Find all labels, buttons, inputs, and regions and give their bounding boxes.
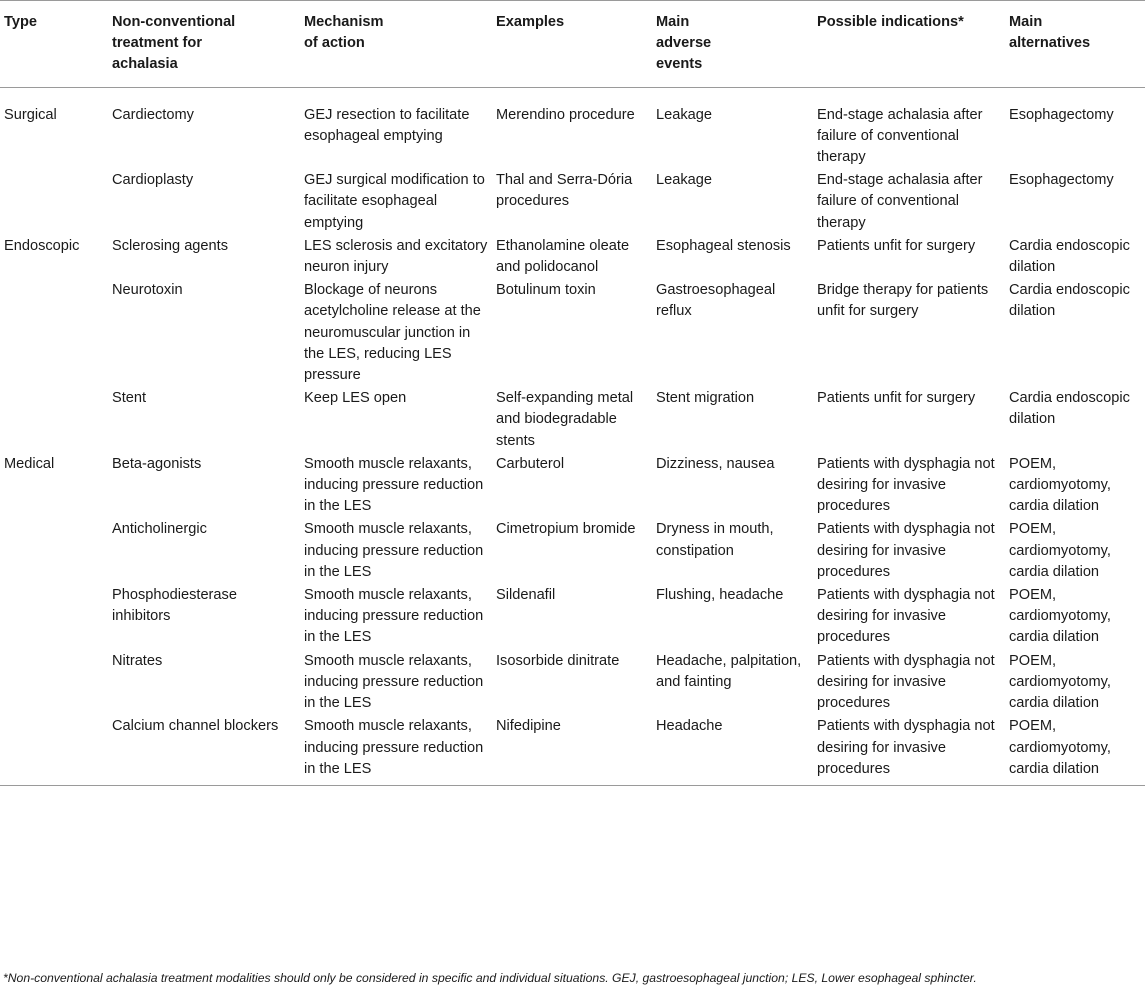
cell-treatment: Anticholinergic [112,521,207,538]
table-row [0,236,1145,280]
cell-mechanism: GEJ resection to facilitate esophageal emptying [304,106,470,144]
cell-adverse-events: Dizziness, nausea [656,455,775,472]
cell-indications: Patients with dysphagia not desiring for invasive procedures [817,652,995,712]
table-row [0,716,1145,785]
cell-adverse-events: Leakage [656,106,712,123]
cell-indications: Patients with dysphagia not desiring for invasive procedures [813,716,1005,785]
cell-treatment: Sclerosing agents [112,237,229,254]
cell-indications: Patients with dysphagia not desiring for invasive procedures [817,455,995,515]
cell-indications: End-stage achalasia after failure of conventional therapy [817,106,983,166]
cell-mechanism: Smooth muscle relaxants, inducing pressure reduction in the LES [304,652,484,712]
table-row [0,388,1145,454]
cell-mechanism: Keep LES open [304,390,407,407]
cell-type: Surgical [4,106,57,123]
cell-adverse-events: Flushing, headache [656,587,784,604]
cell-type [0,585,108,651]
cell-alternatives: Cardia endoscopic dilation [1009,282,1130,320]
cell-type: Medical [4,455,55,472]
cell-adverse-events: Headache, palpitation, and fainting [656,652,802,690]
header-indications: Possible indications* [813,1,1005,88]
cell-treatment: Phosphodiesterase inhibitors [112,587,237,625]
table-footnote: *Non-conventional achalasia treatment modalities should only be considered in specific and individual situations. GEJ, gastroesophageal junction; LES, Lower esophageal sphincter. [3,971,977,985]
table-row [0,280,1145,388]
cell-mechanism: GEJ surgical modification to facilitate esophageal emptying [304,172,485,231]
cell-mechanism: Smooth muscle relaxants, inducing pressure reduction in the LES [304,521,484,580]
cell-alternatives: POEM, cardiomyotomy, cardia dilation [1009,652,1111,712]
cell-type [0,651,108,717]
table-row [0,651,1145,717]
cell-alternatives: Cardia endoscopic dilation [1009,390,1130,428]
cell-examples: Sildenafil [496,587,556,604]
cell-examples: Thal and Serra-Dória procedures [496,172,633,210]
header-alternatives: Main alternatives [1005,1,1145,88]
table-row [0,170,1145,236]
cell-type [0,716,108,785]
cell-alternatives: Esophagectomy [1009,172,1114,189]
cell-examples: Merendino procedure [496,106,635,123]
cell-mechanism: LES sclerosis and excitatory neuron injury [304,237,488,276]
cell-adverse-events: Headache [652,716,813,785]
cell-alternatives: POEM, cardiomyotomy, cardia dilation [1009,521,1111,580]
cell-examples: Botulinum toxin [496,282,596,299]
cell-adverse-events: Esophageal stenosis [656,237,791,254]
cell-type [0,388,108,454]
cell-treatment: Cardiectomy [112,106,194,123]
table-row [0,585,1145,651]
cell-adverse-events: Gastroesophageal reflux [656,282,776,320]
cell-treatment: Cardioplasty [112,172,194,189]
cell-alternatives: Cardia endoscopic dilation [1009,237,1130,276]
cell-treatment: Nitrates [112,652,163,669]
cell-mechanism: Smooth muscle relaxants, inducing pressure reduction in the LES [304,587,484,646]
cell-indications: Patients unfit for surgery [817,237,976,254]
table-row [0,454,1145,520]
cell-examples: Self-expanding metal and biodegradable stents [496,390,634,449]
cell-adverse-events: Leakage [656,172,712,189]
cell-treatment: Neurotoxin [112,282,183,299]
cell-adverse-events: Stent migration [656,390,755,407]
cell-indications: Bridge therapy for patients unfit for surgery [817,282,989,320]
cell-examples: Cimetropium bromide [496,521,636,538]
cell-mechanism: Smooth muscle relaxants, inducing pressure reduction in the LES [300,716,492,785]
header-adverse-events: Main adverse events [652,1,813,88]
cell-type [0,519,108,585]
cell-indications: Patients with dysphagia not desiring for invasive procedures [817,587,995,646]
header-treatment: Non-conventional treatment for achalasia [108,1,300,88]
header-mechanism: Mechanism of action [300,1,492,88]
cell-indications: End-stage achalasia after failure of conventional therapy [817,172,983,231]
cell-indications: Patients with dysphagia not desiring for invasive procedures [817,521,995,580]
cell-alternatives: POEM, cardiomyotomy, cardia dilation [1005,716,1145,785]
cell-examples: Carbuterol [496,455,565,472]
cell-indications: Patients unfit for surgery [817,390,976,407]
cell-treatment: Calcium channel blockers [108,716,300,785]
cell-type: Endoscopic [4,237,80,254]
cell-adverse-events: Dryness in mouth, constipation [656,521,774,559]
cell-mechanism: Smooth muscle relaxants, inducing pressure reduction in the LES [304,455,484,515]
cell-type [0,170,108,236]
header-type: Type [0,1,108,88]
cell-mechanism: Blockage of neurons acetylcholine release at the neuromuscular junction in the LES, reducing LES pressure [304,282,481,384]
cell-examples: Isosorbide dinitrate [496,652,620,669]
cell-treatment: Stent [112,390,147,407]
cell-treatment: Beta-agonists [112,455,202,472]
table-row [0,519,1145,585]
cell-alternatives: POEM, cardiomyotomy, cardia dilation [1009,455,1111,515]
cell-examples: Ethanolamine oleate and polidocanol [496,237,630,276]
cell-examples: Nifedipine [492,716,652,785]
cell-alternatives: Esophagectomy [1009,106,1114,123]
header-examples: Examples [492,1,652,88]
table-row [0,87,1145,170]
cell-type [0,280,108,388]
table-header-row [0,1,1145,88]
cell-alternatives: POEM, cardiomyotomy, cardia dilation [1009,587,1111,646]
